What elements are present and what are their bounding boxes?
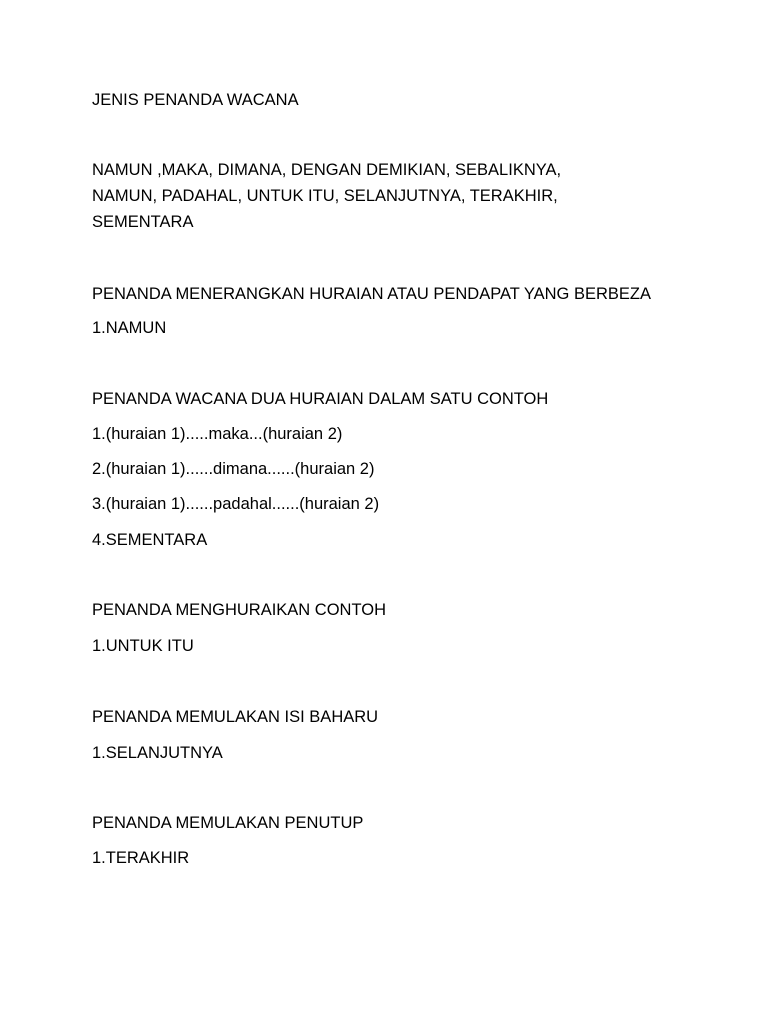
list-item: 1.SELANJUTNYA — [92, 744, 223, 762]
list-item: 1.UNTUK ITU — [92, 637, 194, 655]
section-heading: PENANDA MEMULAKAN ISI BAHARU — [92, 708, 379, 726]
list-item: 2.(huraian 1)......dimana......(huraian 2) — [92, 460, 375, 478]
list-item: 3.(huraian 1)......padahal......(huraian 2) — [92, 495, 380, 513]
section-heading: PENANDA MEMULAKAN PENUTUP — [92, 814, 364, 832]
list-item: 1.NAMUN — [92, 319, 167, 337]
list-item: 1.TERAKHIR — [92, 849, 190, 867]
document-title: JENIS PENANDA WACANA — [92, 91, 299, 109]
list-item: 1.(huraian 1).....maka...(huraian 2) — [92, 425, 343, 443]
intro-line: NAMUN, PADAHAL, UNTUK ITU, SELANJUTNYA, TERAKHIR, — [92, 187, 558, 205]
list-item: 4.SEMENTARA — [92, 531, 208, 549]
intro-line: NAMUN ,MAKA, DIMANA, DENGAN DEMIKIAN, SEBALIKNYA, — [92, 161, 562, 179]
section-heading: PENANDA MENGHURAIKAN CONTOH — [92, 601, 386, 619]
section-heading: PENANDA MENERANGKAN HURAIAN ATAU PENDAPAT YANG BERBEZA — [92, 285, 651, 303]
section-heading: PENANDA WACANA DUA HURAIAN DALAM SATU CONTOH — [92, 390, 549, 408]
intro-line: SEMENTARA — [92, 213, 194, 231]
